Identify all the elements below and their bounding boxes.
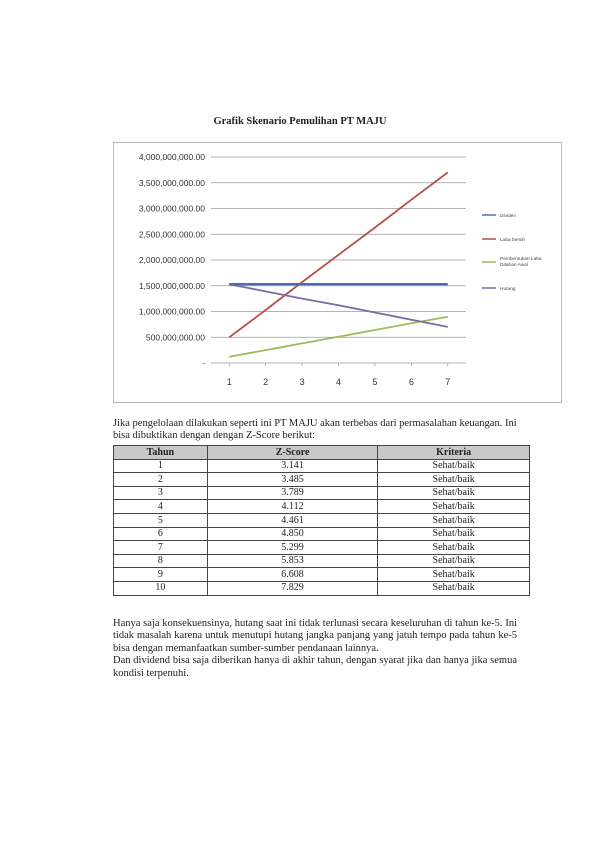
table-row bbox=[114, 527, 530, 541]
y-tick-label: 1,500,000,000.00 bbox=[138, 280, 205, 291]
kriteria-cell: Sehat/baik bbox=[378, 554, 530, 568]
series-line-laba-bersih bbox=[229, 172, 448, 337]
z-score-cell: 4.112 bbox=[207, 500, 378, 514]
kriteria-cell: Sehat/baik bbox=[378, 500, 530, 514]
closing-text bbox=[113, 618, 517, 680]
kriteria-cell: Sehat/baik bbox=[378, 527, 530, 541]
kriteria-cell: Sehat/baik bbox=[378, 541, 530, 555]
tahun-cell: 1 bbox=[114, 459, 208, 473]
tahun-cell: 7 bbox=[114, 541, 208, 555]
y-tick-label: 500,000,000.00 bbox=[145, 332, 205, 343]
table-row bbox=[114, 473, 530, 487]
z-score-cell: 7.829 bbox=[207, 581, 378, 595]
z-score-cell: 3.141 bbox=[207, 459, 378, 473]
line-chart bbox=[113, 142, 562, 403]
z-score-table bbox=[113, 445, 530, 596]
intro-paragraph: Jika pengelolaan dilakukan seperti ini PT MAJU akan terbebas dari permasalahan keuangan. Ini bisa dibuktikan dengan dengan Z-Score berikut: bbox=[113, 418, 517, 441]
kriteria-cell: Sehat/baik bbox=[378, 568, 530, 582]
z-score-cell: 4.461 bbox=[207, 513, 378, 527]
z-score-cell: 5.853 bbox=[207, 554, 378, 568]
series-line-hutang bbox=[229, 284, 448, 327]
tahun-cell: 8 bbox=[114, 554, 208, 568]
legend-label: Pembentukan Laba Ditahan Awal bbox=[500, 257, 542, 268]
y-tick-label: - bbox=[202, 358, 205, 368]
header-z-score: Z-Score bbox=[207, 446, 378, 460]
tahun-cell: 10 bbox=[114, 581, 208, 595]
kriteria-cell: Sehat/baik bbox=[378, 581, 530, 595]
x-tick-label: 5 bbox=[372, 377, 378, 387]
table-row bbox=[114, 486, 530, 500]
tahun-cell: 2 bbox=[114, 473, 208, 487]
table-row bbox=[114, 459, 530, 473]
legend-label: Laba bersih bbox=[500, 238, 526, 243]
legend-label: Dividen bbox=[500, 214, 516, 219]
x-tick-label: 3 bbox=[299, 377, 305, 387]
chart-title: Grafik Skenario Pemulihan PT MAJU bbox=[213, 116, 387, 127]
header-tahun: Tahun bbox=[114, 446, 208, 460]
legend-label: Hutang bbox=[500, 287, 516, 292]
kriteria-cell: Sehat/baik bbox=[378, 513, 530, 527]
tahun-cell: 5 bbox=[114, 513, 208, 527]
z-score-cell: 5.299 bbox=[207, 541, 378, 555]
table-row bbox=[114, 513, 530, 527]
table-row bbox=[114, 568, 530, 582]
kriteria-cell: Sehat/baik bbox=[378, 473, 530, 487]
dividend-paragraph: Dan dividend bisa saja diberikan hanya di akhir tahun, dengan syarat jika dan hanya jika semua kondisi terpenuhi. bbox=[113, 655, 517, 679]
x-tick-label: 6 bbox=[408, 377, 414, 387]
line-chart-svg bbox=[114, 143, 561, 402]
y-tick-label: 1,000,000,000.00 bbox=[138, 306, 205, 317]
kriteria-cell: Sehat/baik bbox=[378, 486, 530, 500]
z-score-cell: 3.485 bbox=[207, 473, 378, 487]
y-tick-label: 2,500,000,000.00 bbox=[138, 229, 205, 240]
tahun-cell: 3 bbox=[114, 486, 208, 500]
y-tick-label: 3,500,000,000.00 bbox=[138, 177, 205, 188]
header-kriteria: Kriteria bbox=[378, 446, 530, 460]
z-score-cell: 4.850 bbox=[207, 527, 378, 541]
table-row bbox=[114, 581, 530, 595]
x-tick-label: 2 bbox=[263, 377, 269, 387]
x-tick-label: 4 bbox=[335, 377, 342, 387]
y-tick-label: 2,000,000,000.00 bbox=[138, 255, 205, 265]
series-line-pembentukan-laba-ditahan-awal bbox=[229, 317, 448, 357]
consequence-paragraph: Hanya saja konsekuensinya, hutang saat ini tidak terlunasi secara keseluruhan di tahun ke-5. Ini tidak masalah karena untuk menutupi hutang jangka panjang yang jatuh tempo pada tahun ke-5 bisa dengan memanfaatkan sumber-sumber pendanaan lainnya. bbox=[113, 618, 517, 654]
tahun-cell: 9 bbox=[114, 568, 208, 582]
y-tick-label: 3,000,000,000.00 bbox=[138, 203, 205, 214]
kriteria-cell: Sehat/baik bbox=[378, 459, 530, 473]
table-header-row bbox=[114, 446, 530, 460]
table-row bbox=[114, 500, 530, 514]
z-score-cell: 3.789 bbox=[207, 486, 378, 500]
tahun-cell: 6 bbox=[114, 527, 208, 541]
table-row bbox=[114, 541, 530, 555]
table-row bbox=[114, 554, 530, 568]
tahun-cell: 4 bbox=[114, 500, 208, 514]
z-score-cell: 6.608 bbox=[207, 568, 378, 582]
x-tick-label: 7 bbox=[445, 377, 451, 387]
y-tick-label: 4,000,000,000.00 bbox=[138, 152, 205, 162]
x-tick-label: 1 bbox=[226, 377, 232, 387]
